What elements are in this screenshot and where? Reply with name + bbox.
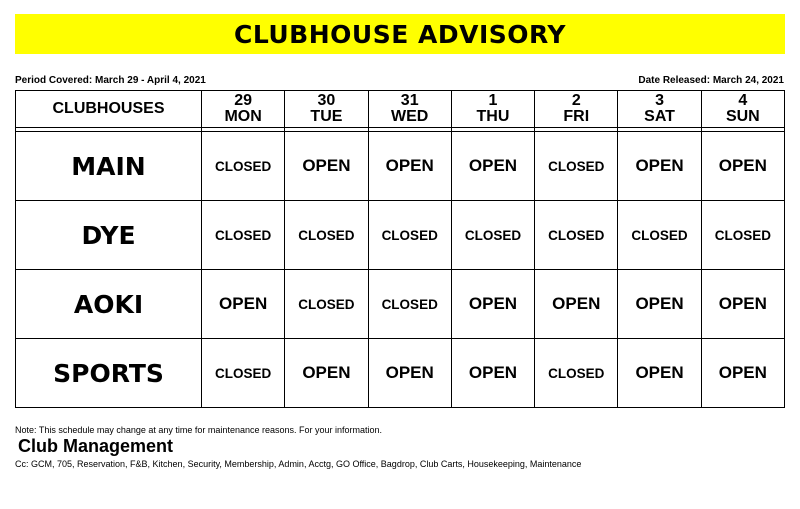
status-cell: CLOSED <box>202 339 285 408</box>
table-row <box>16 270 785 339</box>
day-name: MON <box>224 108 262 125</box>
status-cell: OPEN <box>701 339 784 408</box>
status-cell: CLOSED <box>535 201 618 270</box>
status-cell: OPEN <box>535 270 618 339</box>
day-header <box>285 91 368 128</box>
status-cell: CLOSED <box>618 201 701 270</box>
signature-club-management: Club Management <box>18 436 174 456</box>
day-name: SUN <box>725 108 760 125</box>
club-name: AOKI <box>16 270 202 339</box>
status-cell: CLOSED <box>285 201 368 270</box>
status-cell: OPEN <box>451 339 534 408</box>
advisory-title: CLUBHOUSE ADVISORY <box>15 14 785 54</box>
cc-recipients: Cc: GCM, 705, Reservation, F&B, Kitchen, Security, Membership, Admin, Acctg, GO Office, Bagdrop, Club Carts, Housekeeping, Maintenance <box>15 459 582 469</box>
status-cell: CLOSED <box>535 339 618 408</box>
club-name: SPORTS <box>16 339 202 408</box>
status-cell: OPEN <box>451 270 534 339</box>
status-cell: CLOSED <box>285 270 368 339</box>
day-header <box>368 91 451 128</box>
status-cell: OPEN <box>701 270 784 339</box>
status-cell: CLOSED <box>368 201 451 270</box>
day-name: WED <box>391 108 429 125</box>
table-row <box>16 132 785 201</box>
status-cell: CLOSED <box>535 132 618 201</box>
status-cell: CLOSED <box>451 201 534 270</box>
schedule-table <box>15 90 785 408</box>
day-name: TUE <box>310 108 343 125</box>
status-cell: OPEN <box>285 132 368 201</box>
schedule-note: Note: This schedule may change at any time for maintenance reasons. For your information. <box>15 425 383 435</box>
status-cell: CLOSED <box>701 201 784 270</box>
status-cell: CLOSED <box>368 270 451 339</box>
day-name: THU <box>476 108 510 125</box>
day-number: 1 <box>488 92 498 109</box>
clubhouses-header: CLUBHOUSES <box>16 91 202 128</box>
day-number: 2 <box>571 92 581 109</box>
day-header <box>202 91 285 128</box>
status-cell: OPEN <box>285 339 368 408</box>
status-cell: OPEN <box>701 132 784 201</box>
status-cell: OPEN <box>618 270 701 339</box>
status-cell: OPEN <box>618 132 701 201</box>
table-header-row <box>16 91 785 128</box>
status-cell: OPEN <box>451 132 534 201</box>
status-cell: OPEN <box>368 132 451 201</box>
period-covered: Period Covered: March 29 - April 4, 2021 <box>15 75 206 86</box>
day-number: 31 <box>400 92 419 109</box>
day-header <box>451 91 534 128</box>
table-row <box>16 201 785 270</box>
day-header <box>701 91 784 128</box>
day-number: 29 <box>234 92 253 109</box>
day-name: SAT <box>644 108 675 125</box>
date-released: Date Released: March 24, 2021 <box>638 75 784 86</box>
day-header <box>618 91 701 128</box>
status-cell: OPEN <box>202 270 285 339</box>
club-name: DYE <box>16 201 202 270</box>
status-cell: CLOSED <box>202 132 285 201</box>
day-number: 3 <box>655 92 664 109</box>
status-cell: OPEN <box>618 339 701 408</box>
club-name: MAIN <box>16 132 202 201</box>
status-cell: CLOSED <box>202 201 285 270</box>
day-number: 4 <box>738 92 748 109</box>
day-number: 30 <box>317 92 336 109</box>
day-name: FRI <box>563 108 590 125</box>
day-header <box>535 91 618 128</box>
table-row <box>16 339 785 408</box>
status-cell: OPEN <box>368 339 451 408</box>
